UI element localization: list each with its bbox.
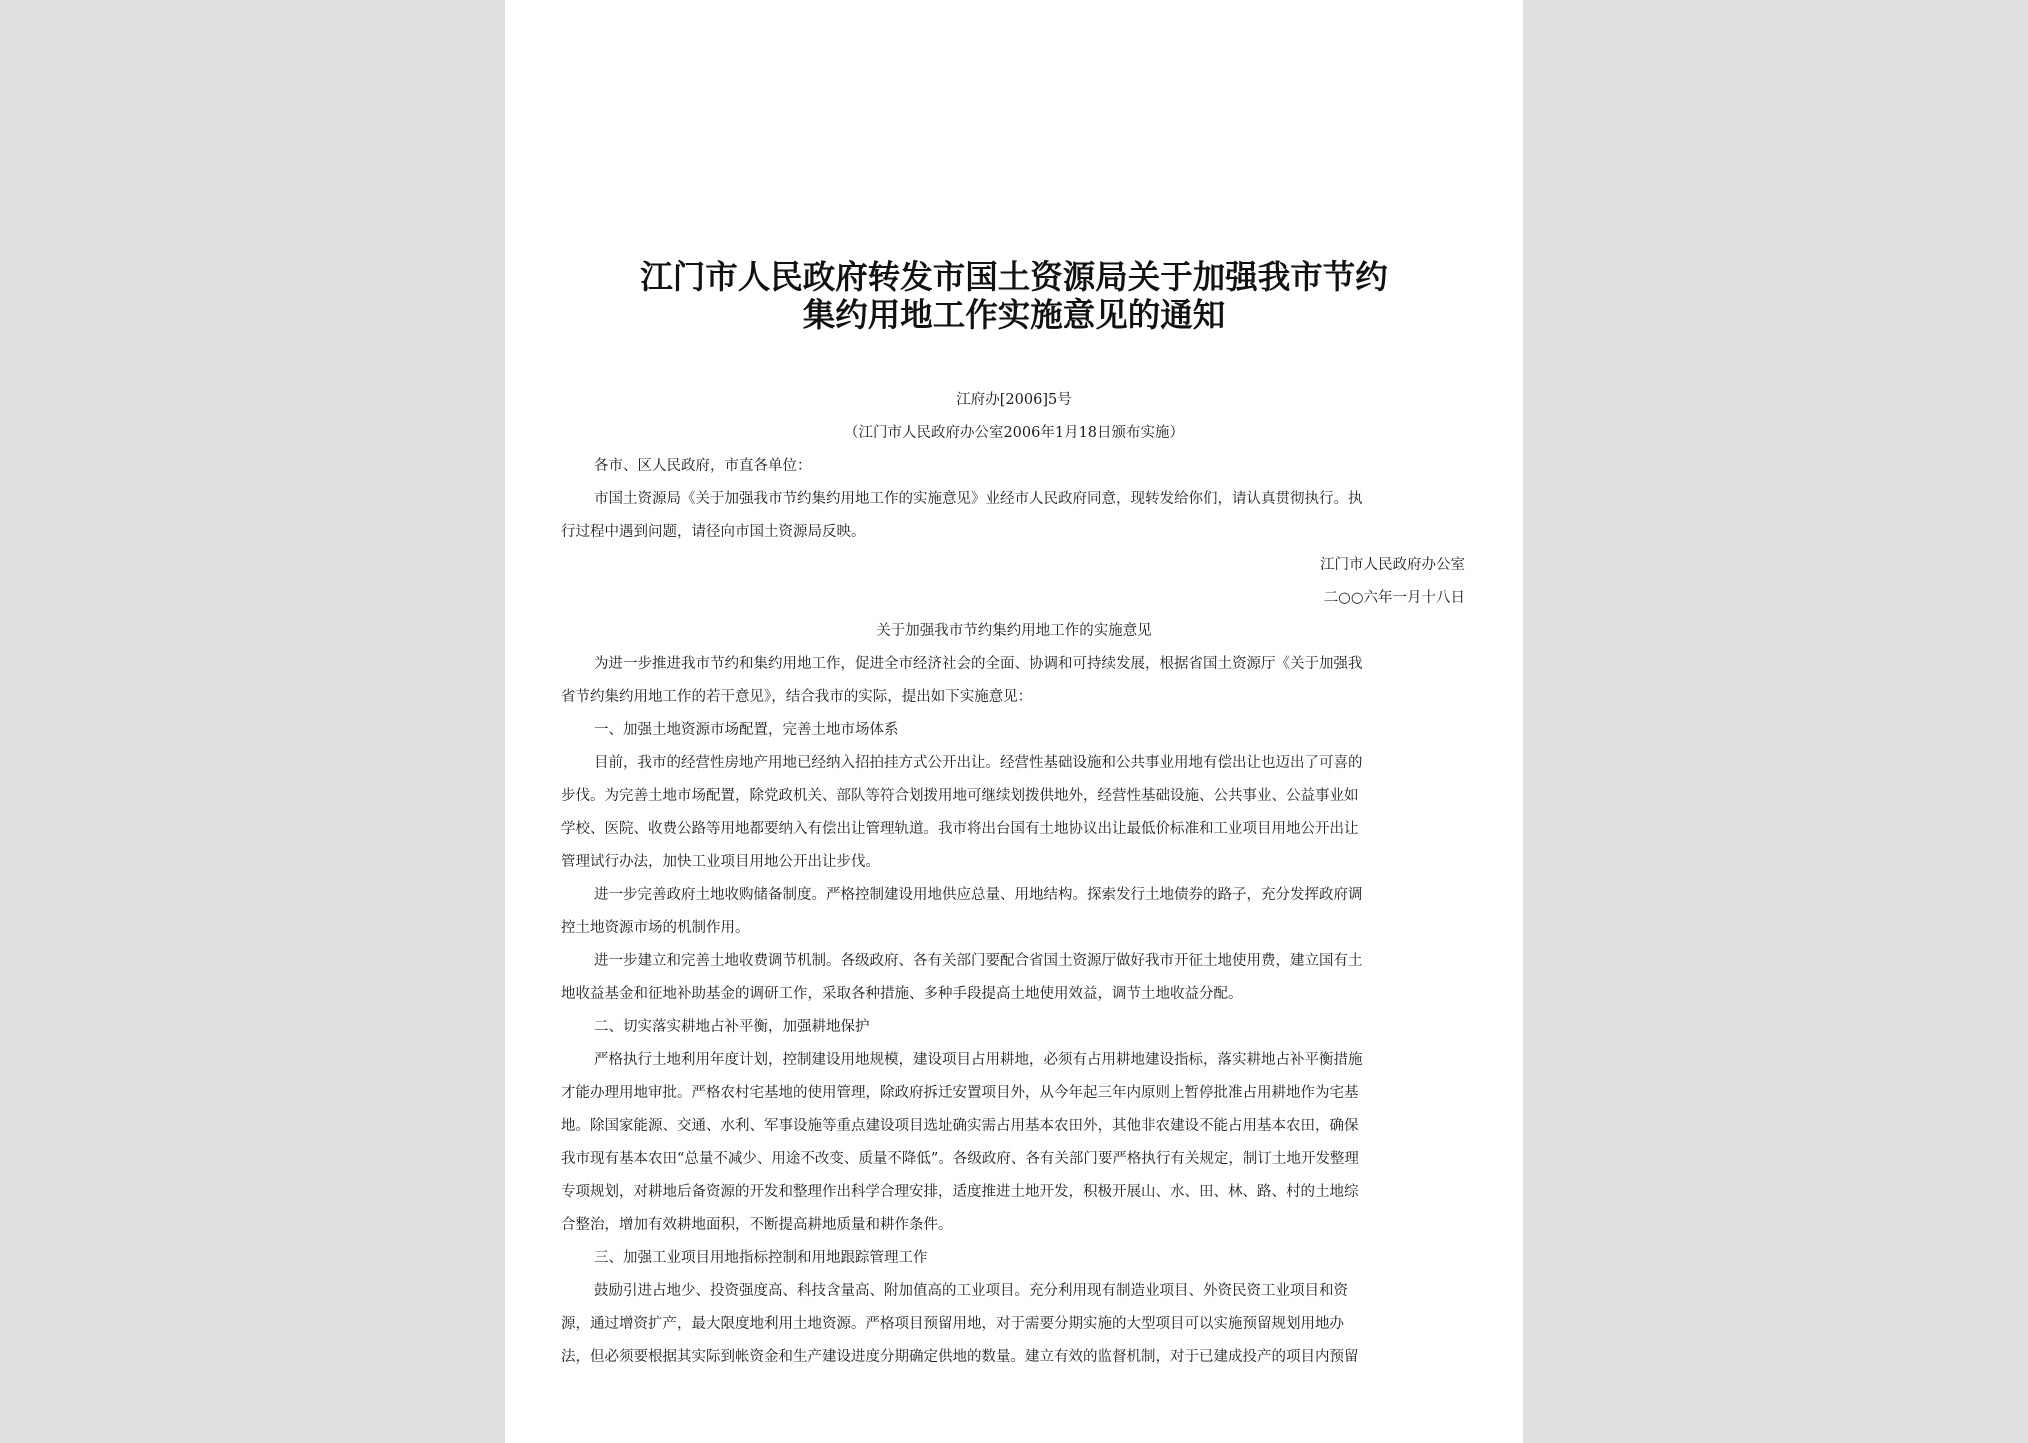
signature-date: 二○○六年一月十八日 <box>1323 590 1465 606</box>
section-1-p2-line-2: 控土地资源市场的机制作用。 <box>561 920 750 936</box>
document-title <box>505 258 1523 334</box>
section-3-heading: 三、加强工业项目用地指标控制和用地跟踪管理工作 <box>594 1250 928 1266</box>
addressee: 各市、区人民政府，市直各单位： <box>594 458 812 474</box>
intro-line-1: 市国土资源局《关于加强我市节约集约用地工作的实施意见》业经市人民政府同意，现转发给你们，请认真贯彻执行。执 <box>594 491 1363 507</box>
section-3-p1-line-1: 鼓励引进占地少、投资强度高、科技含量高、附加值高的工业项目。充分利用现有制造业项目、外资民资工业项目和资 <box>594 1283 1348 1299</box>
signature-office: 江门市人民政府办公室 <box>1320 557 1465 573</box>
section-1-p1-line-3: 学校、医院、收费公路等用地都要纳入有偿出让管理轨道。我市将出台国有土地协议出让最低价标准和工业项目用地公开出让 <box>561 821 1359 837</box>
section-1-heading: 一、加强土地资源市场配置，完善土地市场体系 <box>594 722 899 738</box>
section-2-p1-line-1: 严格执行土地利用年度计划，控制建设用地规模，建设项目占用耕地，必须有占用耕地建设指标，落实耕地占补平衡措施 <box>594 1052 1363 1068</box>
document-title-line-2: 集约用地工作实施意见的通知 <box>802 296 1226 334</box>
document-page <box>505 0 1523 1443</box>
document-title-line-1: 江门市人民政府转发市国土资源局关于加强我市节约 <box>640 258 1388 296</box>
section-1-p2-line-1: 进一步完善政府土地收购储备制度。严格控制建设用地供应总量、用地结构。探索发行土地债券的路子，充分发挥政府调 <box>594 887 1363 903</box>
section-2-p1-line-6: 合整治，增加有效耕地面积，不断提高耕地质量和耕作条件。 <box>561 1217 953 1233</box>
section-2-p1-line-5: 专项规划，对耕地后备资源的开发和整理作出科学合理安排，适度推进土地开发，积极开展山、水、田、林、路、村的土地综 <box>561 1184 1359 1200</box>
section-1-p3-line-1: 进一步建立和完善土地收费调节机制。各级政府、各有关部门要配合省国土资源厅做好我市开征土地使用费，建立国有土 <box>594 953 1363 969</box>
section-2-p1-line-4: 我市现有基本农田“总量不减少、用途不改变、质量不降低”。各级政府、各有关部门要严格执行有关规定，制订土地开发整理 <box>561 1151 1359 1167</box>
preamble-line-2: 省节约集约用地工作的若干意见》，结合我市的实际，提出如下实施意见： <box>561 689 1033 705</box>
issue-note: （江门市人民政府办公室2006年1月18日颁布实施） <box>843 425 1185 441</box>
section-2-p1-line-2: 才能办理用地审批。严格农村宅基地的使用管理，除政府拆迁安置项目外，从今年起三年内原则上暂停批准占用耕地作为宅基 <box>561 1085 1359 1101</box>
intro-line-2: 行过程中遇到问题，请径向市国土资源局反映。 <box>561 524 866 540</box>
document-number: 江府办[2006]5号 <box>956 392 1072 408</box>
preamble-line-1: 为进一步推进我市节约和集约用地工作，促进全市经济社会的全面、协调和可持续发展，根据省国土资源厅《关于加强我 <box>594 656 1363 672</box>
section-2-heading: 二、切实落实耕地占补平衡，加强耕地保护 <box>594 1019 870 1035</box>
section-1-p1-line-1: 目前，我市的经营性房地产用地已经纳入招拍挂方式公开出让。经营性基础设施和公共事业用地有偿出让也迈出了可喜的 <box>594 755 1363 771</box>
section-1-p3-line-2: 地收益基金和征地补助基金的调研工作，采取各种措施、多种手段提高土地使用效益，调节土地收益分配。 <box>561 986 1243 1002</box>
section-1-p1-line-2: 步伐。为完善土地市场配置，除党政机关、部队等符合划拨用地可继续划拨供地外，经营性基础设施、公共事业、公益事业如 <box>561 788 1359 804</box>
section-1-p1-line-4: 管理试行办法，加快工业项目用地公开出让步伐。 <box>561 854 880 870</box>
section-3-p1-line-2: 源，通过增资扩产，最大限度地利用土地资源。严格项目预留用地，对于需要分期实施的大型项目可以实施预留规划用地办 <box>561 1316 1344 1332</box>
subtitle: 关于加强我市节约集约用地工作的实施意见 <box>876 623 1152 639</box>
section-3-p1-line-3: 法，但必须要根据其实际到帐资金和生产建设进度分期确定供地的数量。建立有效的监督机制，对于已建成投产的项目内预留 <box>561 1349 1359 1365</box>
section-2-p1-line-3: 地。除国家能源、交通、水利、军事设施等重点建设项目选址确实需占用基本农田外，其他非农建设不能占用基本农田，确保 <box>561 1118 1359 1134</box>
